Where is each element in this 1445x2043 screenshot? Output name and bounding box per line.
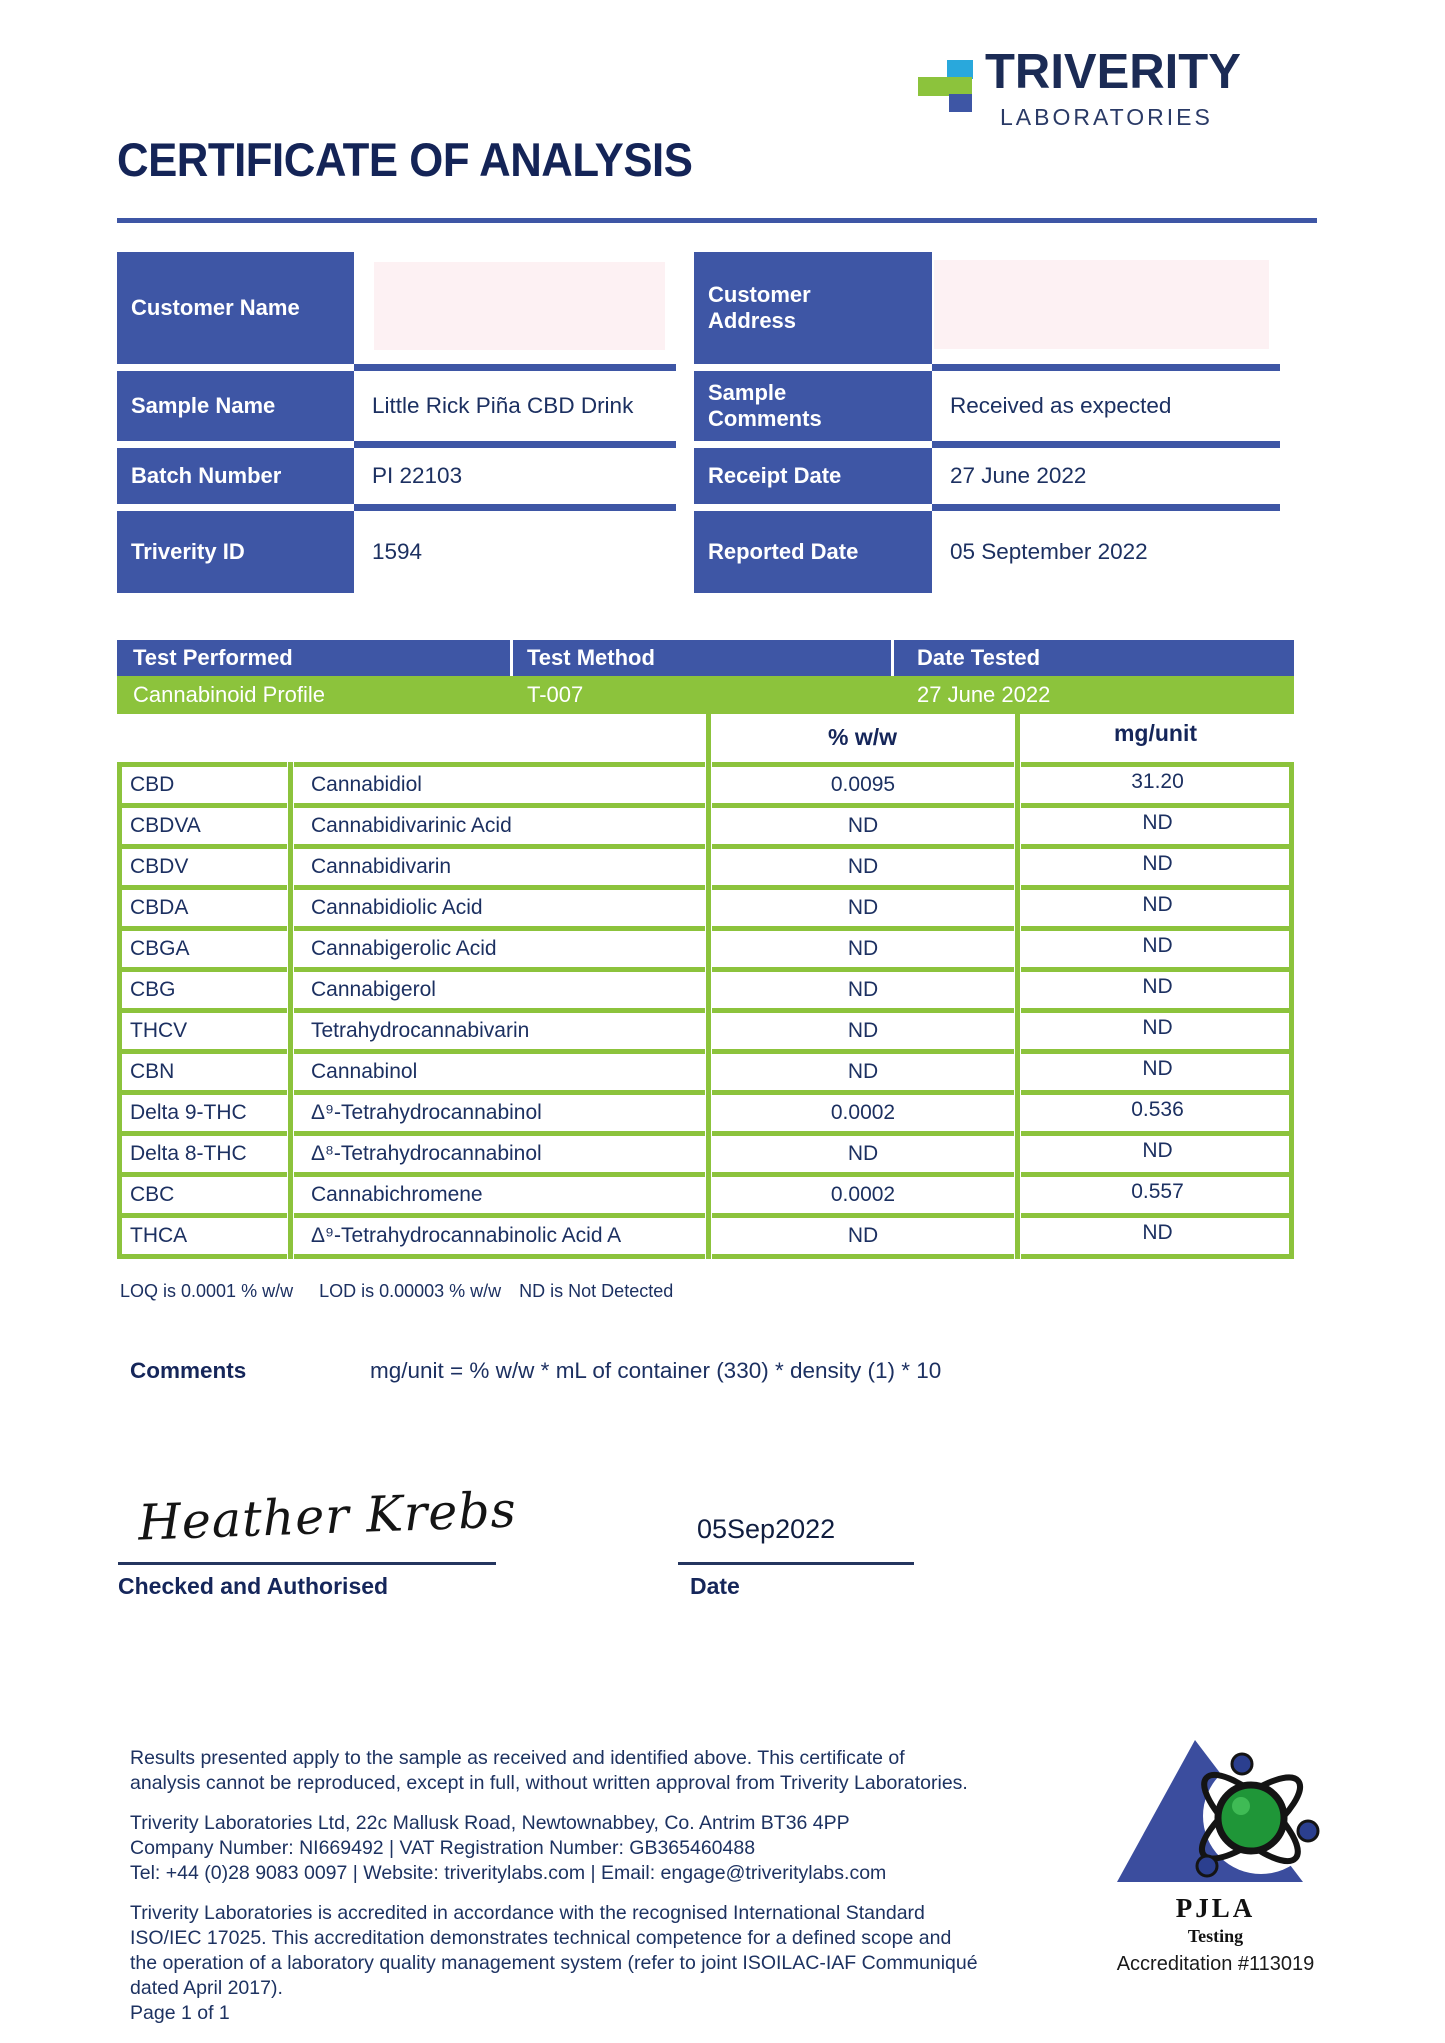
header-divider xyxy=(510,640,513,676)
triverity-logo-blocks-icon xyxy=(903,58,983,126)
pjla-name: PJLA xyxy=(1175,1893,1256,1923)
sample-comments-label-cell: Sample Comments xyxy=(694,371,932,441)
date-tested-value: 27 June 2022 xyxy=(917,682,1051,707)
cannabinoid-abbreviation: Delta 8-THC xyxy=(117,1136,287,1177)
column-divider xyxy=(288,762,293,1259)
sample-name-label-cell: Sample Name xyxy=(117,371,354,441)
row-separator xyxy=(354,364,676,371)
comments-section xyxy=(130,1358,941,1384)
customer-name-value xyxy=(354,252,676,364)
reported-date-label-cell: Reported Date xyxy=(694,511,932,593)
row-separator xyxy=(932,364,1280,371)
cannabinoid-name: Δ⁸-Tetrahydrocannabinol xyxy=(294,1136,705,1177)
triverity-id-value: 1594 xyxy=(372,539,423,564)
row-separator xyxy=(354,504,676,511)
logo-subtitle: LABORATORIES xyxy=(1000,104,1213,130)
signature-date-value: 05Sep2022 xyxy=(697,1514,836,1544)
triverity-logo xyxy=(903,46,1303,146)
column-divider xyxy=(706,714,711,1259)
test-performed-value: Cannabinoid Profile xyxy=(133,682,326,707)
cannabinoid-name: Cannabidiol xyxy=(294,762,705,808)
customer-name-label-cell: Customer Name xyxy=(117,252,354,364)
cannabinoid-name: Cannabigerol xyxy=(294,972,705,1013)
row-separator xyxy=(932,441,1280,448)
reported-date-value: 05 September 2022 xyxy=(950,539,1148,564)
batch-number-value: PI 22103 xyxy=(372,463,463,488)
receipt-date-value: 27 June 2022 xyxy=(950,463,1087,488)
percent-ww-value: 0.0095 xyxy=(712,762,1014,808)
cannabinoid-name: Cannabidiolic Acid xyxy=(294,890,705,931)
percent-ww-value: ND xyxy=(712,1218,1014,1259)
cannabinoid-name: Cannabichromene xyxy=(294,1177,705,1218)
lod-note: LOD is 0.00003 % w/w xyxy=(319,1281,502,1301)
pjla-logo-icon xyxy=(1111,1736,1321,1884)
date-label: Date xyxy=(690,1573,740,1599)
column-divider xyxy=(1015,714,1020,1259)
pjla-subtitle: Testing xyxy=(1187,1926,1244,1946)
loq-note: LOQ is 0.0001 % w/w xyxy=(120,1281,294,1301)
signature-line xyxy=(118,1562,496,1565)
cannabinoid-abbreviation: CBGA xyxy=(117,931,287,972)
mg-unit-value: ND xyxy=(1021,1013,1294,1054)
cannabinoid-abbreviation: CBDA xyxy=(117,890,287,931)
footer-accreditation: Triverity Laboratories is accredited in accordance with the recognised International Standard ISO/IEC 17025. This accreditation demonstrates technical competence for a defined scope and the operation of a laboratory quality management system (refer to joint ISOILAC-IAF Communiqué dated April 2017). Page 1 of 1 xyxy=(130,1902,978,2024)
mg-unit-value: 0.557 xyxy=(1021,1177,1294,1218)
checked-authorised-label: Checked and Authorised xyxy=(118,1573,389,1599)
cannabinoid-abbreviation: CBG xyxy=(117,972,287,1013)
percent-ww-value: ND xyxy=(712,890,1014,931)
percent-ww-value: ND xyxy=(712,931,1014,972)
percent-ww-value: ND xyxy=(712,1136,1014,1177)
test-performed-header: Test Performed xyxy=(133,645,293,670)
page-title: CERTIFICATE OF ANALYSIS xyxy=(117,133,693,186)
mg-unit-value: ND xyxy=(1021,1054,1294,1095)
date-tested-header: Date Tested xyxy=(917,645,1041,670)
cannabinoid-abbreviation: THCV xyxy=(117,1013,287,1054)
cannabinoid-abbreviation: CBD xyxy=(117,762,287,808)
comments-label: Comments xyxy=(130,1358,247,1383)
cannabinoid-abbreviation: CBC xyxy=(117,1177,287,1218)
nd-note: ND is Not Detected xyxy=(519,1281,674,1301)
row-separator xyxy=(932,504,1280,511)
mg-unit-value: ND xyxy=(1021,1136,1294,1177)
row-separator xyxy=(354,441,676,448)
percent-ww-value: ND xyxy=(712,1013,1014,1054)
percent-ww-value: ND xyxy=(712,849,1014,890)
sample-comments-value: Received as expected xyxy=(950,393,1172,418)
test-performed-row xyxy=(117,676,1294,714)
sample-info-table-left xyxy=(117,252,676,593)
cannabinoid-abbreviation: CBDVA xyxy=(117,808,287,849)
sample-info-table-right xyxy=(694,252,1280,593)
cannabinoid-name: Cannabigerolic Acid xyxy=(294,931,705,972)
triverity-id-label-cell: Triverity ID xyxy=(117,511,354,593)
test-method-header: Test Method xyxy=(527,645,655,670)
cannabinoid-abbreviation: Delta 9-THC xyxy=(117,1095,287,1136)
cannabinoid-name: Cannabidivarinic Acid xyxy=(294,808,705,849)
percent-ww-header: % w/w xyxy=(827,724,897,750)
mg-unit-value: ND xyxy=(1021,972,1294,1013)
cannabinoid-name: Δ⁹-Tetrahydrocannabinol xyxy=(294,1095,705,1136)
logo-wordmark: TRIVERITY xyxy=(985,45,1241,99)
cannabinoid-abbreviation: CBDV xyxy=(117,849,287,890)
percent-ww-value: ND xyxy=(712,972,1014,1013)
header-divider xyxy=(891,640,894,676)
customer-address-value xyxy=(932,252,1280,364)
cannabinoid-name: Tetrahydrocannabivarin xyxy=(294,1013,705,1054)
customer-address-label-cell: Customer Address xyxy=(694,252,932,364)
percent-ww-value: ND xyxy=(712,1054,1014,1095)
mg-unit-value: ND xyxy=(1021,890,1294,931)
mg-unit-value: 31.20 xyxy=(1021,762,1294,808)
cannabinoid-abbreviation: THCA xyxy=(117,1218,287,1259)
percent-ww-value: 0.0002 xyxy=(712,1177,1014,1218)
pjla-accreditation-number: Accreditation #113019 xyxy=(1116,1953,1315,1975)
detection-limits-note xyxy=(120,1281,673,1302)
mg-unit-value: ND xyxy=(1021,931,1294,972)
percent-ww-value: 0.0002 xyxy=(712,1095,1014,1136)
comments-text: mg/unit = % w/w * mL of container (330) * density (1) * 10 xyxy=(370,1358,942,1383)
cannabinoid-name: Δ⁹-Tetrahydrocannabinolic Acid A xyxy=(294,1218,705,1259)
mg-unit-value: ND xyxy=(1021,1218,1294,1259)
redacted-customer-address-field xyxy=(934,260,1269,349)
footer-address xyxy=(130,1811,980,1886)
footer-text xyxy=(130,1746,980,2026)
mg-unit-header: mg/unit xyxy=(1113,720,1198,746)
batch-number-label-cell: Batch Number xyxy=(117,448,354,504)
signature-handwriting: Heather Krebs xyxy=(137,1481,518,1552)
page-number: Page 1 of 1 xyxy=(130,2002,230,2024)
sample-name-value: Little Rick Piña CBD Drink xyxy=(372,393,634,418)
title-rule xyxy=(117,218,1317,223)
address-line-3: Tel: +44 (0)28 9083 0097 | Website: triveritylabs.com | Email: engage@triveritylabs.com xyxy=(130,1862,887,1884)
mg-unit-value: ND xyxy=(1021,808,1294,849)
address-line-1: Triverity Laboratories Ltd, 22c Mallusk Road, Newtownabbey, Co. Antrim BT36 4PP xyxy=(130,1812,850,1834)
footer-disclaimer: Results presented apply to the sample as received and identified above. This certificate of analysis cannot be reproduced, except in full, without written approval from Triverity Laboratories. xyxy=(130,1747,968,1794)
cannabinoid-results-table xyxy=(117,640,1294,1259)
table-border-right xyxy=(1289,762,1294,1259)
cannabinoid-name: Cannabinol xyxy=(294,1054,705,1095)
table-border-left xyxy=(117,762,122,1259)
cannabinoid-abbreviation: CBN xyxy=(117,1054,287,1095)
mg-unit-value: ND xyxy=(1021,849,1294,890)
date-line xyxy=(678,1562,914,1565)
address-line-2: Company Number: NI669492 | VAT Registration Number: GB365460488 xyxy=(130,1837,756,1859)
percent-ww-value: ND xyxy=(712,808,1014,849)
cannabinoid-name: Cannabidivarin xyxy=(294,849,705,890)
test-method-value: T-007 xyxy=(527,682,584,707)
redacted-customer-name-field xyxy=(374,262,665,350)
pjla-accreditation-mark xyxy=(1108,1736,1323,1976)
mg-unit-value: 0.536 xyxy=(1021,1095,1294,1136)
test-table-header-row xyxy=(117,640,1294,676)
receipt-date-label-cell: Receipt Date xyxy=(694,448,932,504)
